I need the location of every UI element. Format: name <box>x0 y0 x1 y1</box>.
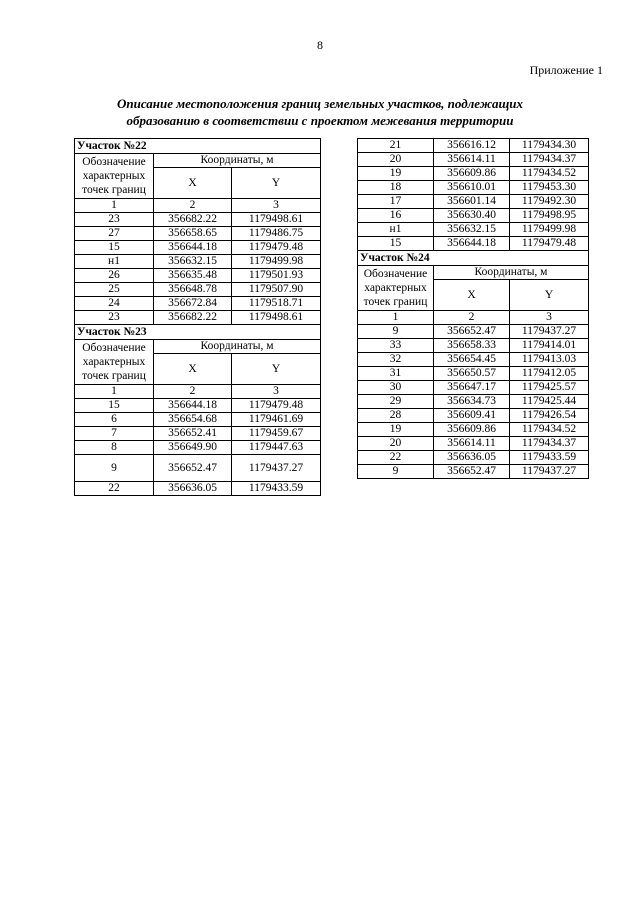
header-row <box>75 154 321 168</box>
table-row <box>358 195 589 209</box>
x-value: 356644.18 <box>154 399 232 413</box>
x-value: 356616.12 <box>434 139 510 153</box>
column-number: 2 <box>154 385 232 399</box>
point-id: 16 <box>358 209 434 223</box>
point-id: 6 <box>75 413 154 427</box>
point-id: 23 <box>75 213 154 227</box>
table-row <box>358 465 589 479</box>
table-row <box>75 441 321 455</box>
y-value: 1179518.71 <box>232 297 321 311</box>
table-row <box>358 437 589 451</box>
table-row <box>75 227 321 241</box>
y-value: 1179433.59 <box>510 451 589 465</box>
table-row <box>358 423 589 437</box>
table-right-body <box>358 139 589 479</box>
x-value: 356614.11 <box>434 437 510 451</box>
y-value: 1179492.30 <box>510 195 589 209</box>
y-value: 1179437.27 <box>510 325 589 339</box>
y-value: 1179437.27 <box>510 465 589 479</box>
table-row <box>358 381 589 395</box>
y-value: 1179453.30 <box>510 181 589 195</box>
point-id: 9 <box>75 455 154 482</box>
x-value: 356601.14 <box>434 195 510 209</box>
x-value: 356672.84 <box>154 297 232 311</box>
x-value: 356682.22 <box>154 213 232 227</box>
y-value: 1179486.75 <box>232 227 321 241</box>
point-id: 7 <box>75 427 154 441</box>
appendix-label: Приложение 1 <box>529 63 603 77</box>
title-line-2: образованию в соответствии с проектом межевания территории <box>126 113 514 128</box>
point-id: 17 <box>358 195 434 209</box>
y-value: 1179507.90 <box>232 283 321 297</box>
point-id: 33 <box>358 339 434 353</box>
y-value: 1179434.52 <box>510 423 589 437</box>
y-value: 1179461.69 <box>232 413 321 427</box>
table-row <box>358 353 589 367</box>
table-row <box>358 325 589 339</box>
point-id: 28 <box>358 409 434 423</box>
x-value: 356644.18 <box>154 241 232 255</box>
y-value: 1179434.37 <box>510 153 589 167</box>
x-value: 356650.57 <box>434 367 510 381</box>
table-row <box>75 255 321 269</box>
y-value: 1179434.30 <box>510 139 589 153</box>
coords-header: Координаты, м <box>154 340 321 354</box>
table-row <box>358 339 589 353</box>
x-value: 356634.73 <box>434 395 510 409</box>
y-header: Y <box>232 354 321 385</box>
column-number: 3 <box>232 385 321 399</box>
y-value: 1179433.59 <box>232 482 321 496</box>
table-row <box>358 223 589 237</box>
y-value: 1179498.95 <box>510 209 589 223</box>
table-row <box>75 455 321 482</box>
plot-label: Участок №23 <box>75 325 321 340</box>
x-header: X <box>154 354 232 385</box>
header-row <box>75 340 321 354</box>
point-id: н1 <box>75 255 154 269</box>
column-number-row <box>75 385 321 399</box>
x-value: 356652.47 <box>434 325 510 339</box>
y-value: 1179425.44 <box>510 395 589 409</box>
y-value: 1179498.61 <box>232 213 321 227</box>
x-value: 356658.65 <box>154 227 232 241</box>
table-right <box>357 138 589 479</box>
designation-header: Обозначение характерных точек границ <box>75 340 154 385</box>
point-id: н1 <box>358 223 434 237</box>
x-value: 356644.18 <box>434 237 510 251</box>
point-id: 20 <box>358 437 434 451</box>
y-header: Y <box>510 280 589 311</box>
point-id: 27 <box>75 227 154 241</box>
x-value: 356654.68 <box>154 413 232 427</box>
y-value: 1179479.48 <box>232 241 321 255</box>
y-value: 1179498.61 <box>232 311 321 325</box>
document-title <box>70 95 570 129</box>
table-left <box>74 138 321 496</box>
table-row <box>75 427 321 441</box>
column-number: 1 <box>75 385 154 399</box>
x-value: 356648.78 <box>154 283 232 297</box>
point-id: 22 <box>358 451 434 465</box>
header-row <box>358 266 589 280</box>
x-header: X <box>434 280 510 311</box>
table-row <box>75 269 321 283</box>
x-value: 356654.45 <box>434 353 510 367</box>
table-row <box>358 153 589 167</box>
x-value: 356632.15 <box>154 255 232 269</box>
designation-header: Обозначение характерных точек границ <box>75 154 154 199</box>
x-value: 356630.40 <box>434 209 510 223</box>
table-row <box>358 167 589 181</box>
x-value: 356609.86 <box>434 167 510 181</box>
point-id: 32 <box>358 353 434 367</box>
point-id: 21 <box>358 139 434 153</box>
column-number: 2 <box>434 311 510 325</box>
point-id: 22 <box>75 482 154 496</box>
designation-header: Обозначение характерных точек границ <box>358 266 434 311</box>
y-value: 1179434.52 <box>510 167 589 181</box>
x-value: 356682.22 <box>154 311 232 325</box>
x-value: 356652.47 <box>434 465 510 479</box>
column-number: 1 <box>75 199 154 213</box>
point-id: 24 <box>75 297 154 311</box>
point-id: 31 <box>358 367 434 381</box>
y-value: 1179437.27 <box>232 455 321 482</box>
table-row <box>75 213 321 227</box>
table-row <box>358 237 589 251</box>
point-id: 20 <box>358 153 434 167</box>
table-row <box>358 409 589 423</box>
y-value: 1179434.37 <box>510 437 589 451</box>
point-id: 9 <box>358 465 434 479</box>
table-row <box>75 297 321 311</box>
point-id: 19 <box>358 423 434 437</box>
point-id: 18 <box>358 181 434 195</box>
page-number: 8 <box>317 38 323 52</box>
y-value: 1179499.98 <box>232 255 321 269</box>
point-id: 15 <box>75 241 154 255</box>
x-value: 356632.15 <box>434 223 510 237</box>
plot-label: Участок №24 <box>358 251 589 266</box>
coords-header: Координаты, м <box>154 154 321 168</box>
point-id: 26 <box>75 269 154 283</box>
x-value: 356652.47 <box>154 455 232 482</box>
point-id: 25 <box>75 283 154 297</box>
table-row <box>75 399 321 413</box>
x-value: 356647.17 <box>434 381 510 395</box>
table-row <box>75 413 321 427</box>
point-id: 30 <box>358 381 434 395</box>
y-value: 1179425.57 <box>510 381 589 395</box>
x-header: X <box>154 168 232 199</box>
point-id: 9 <box>358 325 434 339</box>
table-row <box>358 181 589 195</box>
x-value: 356609.86 <box>434 423 510 437</box>
y-value: 1179459.67 <box>232 427 321 441</box>
table-row <box>75 241 321 255</box>
column-number: 3 <box>232 199 321 213</box>
x-value: 356649.90 <box>154 441 232 455</box>
plot-label-row <box>358 251 589 266</box>
x-value: 356652.41 <box>154 427 232 441</box>
point-id: 15 <box>75 399 154 413</box>
table-row <box>75 283 321 297</box>
y-value: 1179414.01 <box>510 339 589 353</box>
point-id: 19 <box>358 167 434 181</box>
x-value: 356636.05 <box>154 482 232 496</box>
table-row <box>358 395 589 409</box>
column-number: 3 <box>510 311 589 325</box>
plot-label: Участок №22 <box>75 139 321 154</box>
point-id: 23 <box>75 311 154 325</box>
x-value: 356614.11 <box>434 153 510 167</box>
table-row <box>75 311 321 325</box>
x-value: 356609.41 <box>434 409 510 423</box>
y-value: 1179412.05 <box>510 367 589 381</box>
column-number-row <box>358 311 589 325</box>
title-line-1: Описание местоположения границ земельных участков, подлежащих <box>116 96 524 111</box>
x-value: 356610.01 <box>434 181 510 195</box>
table-row <box>358 367 589 381</box>
table-row <box>358 139 589 153</box>
x-value: 356636.05 <box>434 451 510 465</box>
point-id: 8 <box>75 441 154 455</box>
table-left-body <box>75 139 321 496</box>
y-value: 1179413.03 <box>510 353 589 367</box>
column-number: 2 <box>154 199 232 213</box>
plot-label-row <box>75 139 321 154</box>
x-value: 356635.48 <box>154 269 232 283</box>
plot-label-row <box>75 325 321 340</box>
table-row <box>358 451 589 465</box>
point-id: 29 <box>358 395 434 409</box>
table-row <box>75 482 321 496</box>
table-row <box>358 209 589 223</box>
y-value: 1179426.54 <box>510 409 589 423</box>
column-number: 1 <box>358 311 434 325</box>
y-header: Y <box>232 168 321 199</box>
column-number-row <box>75 199 321 213</box>
point-id: 15 <box>358 237 434 251</box>
y-value: 1179479.48 <box>232 399 321 413</box>
coords-header: Координаты, м <box>434 266 589 280</box>
y-value: 1179499.98 <box>510 223 589 237</box>
y-value: 1179479.48 <box>510 237 589 251</box>
x-value: 356658.33 <box>434 339 510 353</box>
y-value: 1179501.93 <box>232 269 321 283</box>
y-value: 1179447.63 <box>232 441 321 455</box>
